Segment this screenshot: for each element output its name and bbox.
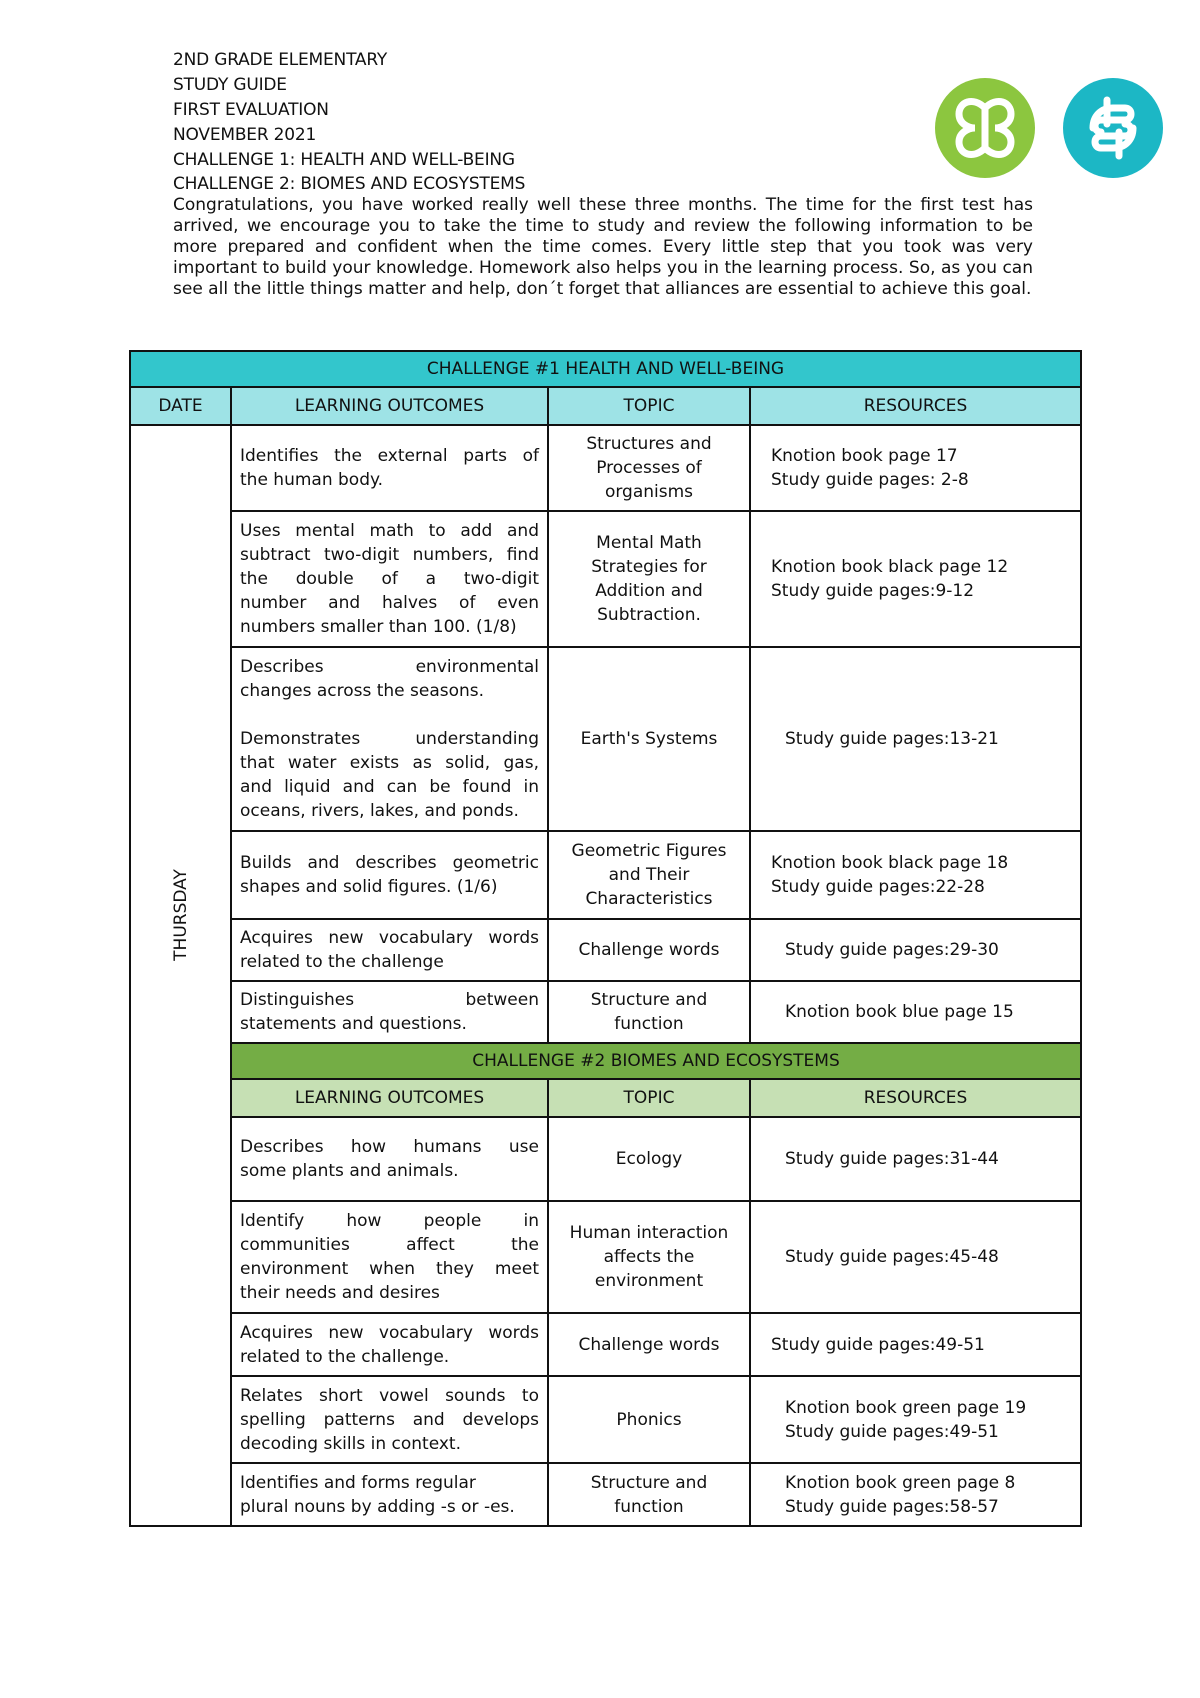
study-guide-table xyxy=(129,350,1082,1527)
table-row xyxy=(130,1313,1081,1376)
outcome-cell: Acquires new vocabulary words related to the challenge xyxy=(231,919,548,981)
outcome-cell: Acquires new vocabulary words related to the challenge. xyxy=(231,1313,548,1376)
date-cell xyxy=(130,425,231,1526)
column-header-resources: RESOURCES xyxy=(750,387,1081,425)
column-header-topic: TOPIC xyxy=(548,387,750,425)
challenge2-line: CHALLENGE 2: BIOMES AND ECOSYSTEMS xyxy=(173,174,526,194)
column-header-outcomes: LEARNING OUTCOMES xyxy=(231,387,548,425)
outcome-cell: Identifies and forms regular plural nouns by adding -s or -es. xyxy=(231,1463,548,1526)
resources-cell: Study guide pages:13-21 xyxy=(750,647,1081,831)
outcome-cell: Uses mental math to add and subtract two-digit numbers, find the double of a two-digit number and halves of even numbers smaller than 100. (1/8) xyxy=(231,511,548,647)
topic-cell: Challenge words xyxy=(548,1313,750,1376)
topic-cell: Mental Math Strategies for Addition and Subtraction. xyxy=(548,511,750,647)
challenge1-line: CHALLENGE 1: HEALTH AND WELL-BEING xyxy=(173,150,515,170)
table-row xyxy=(130,1117,1081,1201)
date-label: THURSDAY xyxy=(170,869,191,961)
intro-paragraph: Congratulations, you have worked really well these three months. The time for the first test has arrived, we encourage you to take the time to study and review the following information to be more prepared and confident when the time comes. Every little step that you took was very important to build your knowledge. Homework also helps you in the learning process. So, as you can see all the little things matter and help, don´t forget that alliances are essential to achieve this goal. xyxy=(173,195,1033,299)
outcome-cell: Identifies the external parts of the human body. xyxy=(231,425,548,511)
column-header-topic-2: TOPIC xyxy=(548,1079,750,1117)
date-line: NOVEMBER 2021 xyxy=(173,125,317,145)
resources-cell: Knotion book black page 12 Study guide pages:9-12 xyxy=(750,511,1081,647)
outcome-cell: Relates short vowel sounds to spelling patterns and develops decoding skills in context. xyxy=(231,1376,548,1463)
resources-cell: Study guide pages:31-44 xyxy=(750,1117,1081,1201)
resources-cell: Knotion book page 17 Study guide pages: 2-8 xyxy=(750,425,1081,511)
infinity-knot-logo-icon xyxy=(935,78,1035,178)
resources-cell: Knotion book black page 18 Study guide pages:22-28 xyxy=(750,831,1081,919)
topic-cell: Structures and Processes of organisms xyxy=(548,425,750,511)
topic-cell: Geometric Figures and Their Characteristics xyxy=(548,831,750,919)
grade-line: 2ND GRADE ELEMENTARY xyxy=(173,50,388,70)
resources-cell: Study guide pages:49-51 xyxy=(750,1313,1081,1376)
topic-cell: Ecology xyxy=(548,1117,750,1201)
celtic-knot-logo-icon xyxy=(1063,78,1163,178)
column-header-outcomes-2: LEARNING OUTCOMES xyxy=(231,1079,548,1117)
challenge2-title: CHALLENGE #2 BIOMES AND ECOSYSTEMS xyxy=(231,1043,1081,1079)
table-row xyxy=(130,1376,1081,1463)
topic-cell: Earth's Systems xyxy=(548,647,750,831)
topic-cell: Challenge words xyxy=(548,919,750,981)
topic-cell: Structure and function xyxy=(548,1463,750,1526)
table-row xyxy=(130,647,1081,831)
resources-cell: Study guide pages:45-48 xyxy=(750,1201,1081,1313)
outcome-cell: Builds and describes geometric shapes and solid figures. (1/6) xyxy=(231,831,548,919)
resources-cell: Knotion book green page 8 Study guide pages:58-57 xyxy=(750,1463,1081,1526)
outcome-cell: Identify how people in communities affect the environment when they meet their needs and desires xyxy=(231,1201,548,1313)
table-row xyxy=(130,1201,1081,1313)
table-row xyxy=(130,981,1081,1043)
table-row xyxy=(130,919,1081,981)
resources-cell: Knotion book green page 19 Study guide pages:49-51 xyxy=(750,1376,1081,1463)
column-header-date: DATE xyxy=(130,387,231,425)
table-row xyxy=(130,1463,1081,1526)
outcome-cell: Distinguishes between statements and questions. xyxy=(231,981,548,1043)
outcome-cell: Describes environmental changes across the seasons. Demonstrates understanding that water exists as solid, gas, and liquid and can be found in oceans, rivers, lakes, and ponds. xyxy=(231,647,548,831)
document-header xyxy=(173,48,1033,300)
table-row xyxy=(130,831,1081,919)
evaluation-line: FIRST EVALUATION xyxy=(173,100,329,120)
challenge1-title: CHALLENGE #1 HEALTH AND WELL-BEING xyxy=(130,351,1081,387)
table-row xyxy=(130,425,1081,511)
resources-cell: Study guide pages:29-30 xyxy=(750,919,1081,981)
table-row xyxy=(130,511,1081,647)
topic-cell: Structure and function xyxy=(548,981,750,1043)
topic-cell: Phonics xyxy=(548,1376,750,1463)
topic-cell: Human interaction affects the environment xyxy=(548,1201,750,1313)
outcome-cell: Describes how humans use some plants and animals. xyxy=(231,1117,548,1201)
column-header-resources-2: RESOURCES xyxy=(750,1079,1081,1117)
guide-line: STUDY GUIDE xyxy=(173,75,287,95)
resources-cell: Knotion book blue page 15 xyxy=(750,981,1081,1043)
